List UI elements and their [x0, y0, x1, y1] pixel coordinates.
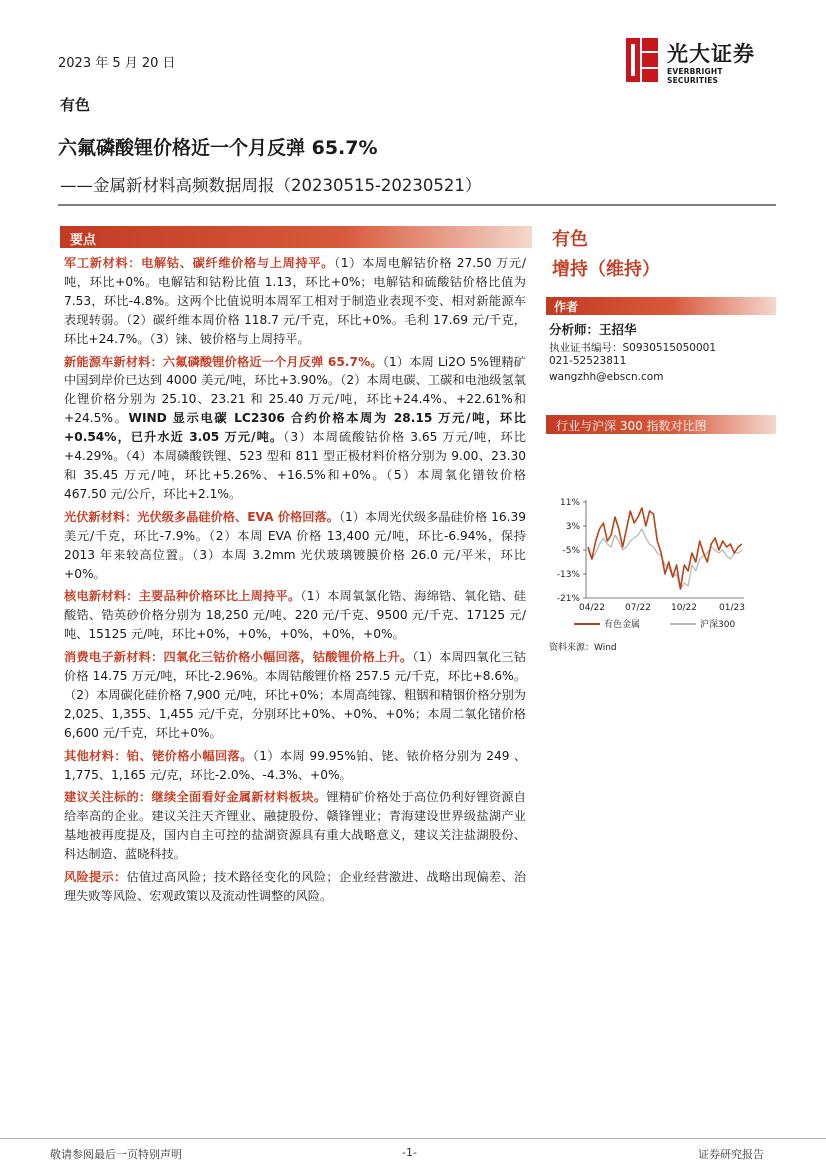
title-divider — [58, 204, 776, 206]
chart-source: 资料来源：Wind — [549, 643, 617, 653]
license-number: 执业证书编号：S0930515050001 — [549, 342, 717, 354]
key-point-military: 军工新材料：电解钴、碳纤维价格与上周持平。（1）本周电解钴价格 27.50 万元/吨，环比+0%。电解钴和钴粉比值 1.13，环比+0%；电解钴和硫酸钴价格比值为 7.53，环比-4.8%。这两个比值说明本周军工相对于制造业表现不变、相对新能源车表现转弱。（2）碳纤维本周价格 118.7 元/千克，环比+0%。毛利 17.69 元/千克，环比+24.7%。（3）铼、铍价格与上周持平。 — [64, 256, 526, 346]
logo-english-name: EVERBRIGHT SECURITIES — [667, 67, 723, 85]
phone: 021-52523811 — [549, 355, 627, 367]
key-point-risk: 风险提示：估值过高风险；技术路径变化的风险；企业经营激进、战略出现偏差、治理失败等风险、宏观政策以及流动性调整的风险。 — [64, 870, 527, 903]
key-points-label: 要点 — [70, 233, 97, 248]
report-title: 六氟磷酸锂价格近一个月反弹 65.7% — [58, 137, 378, 159]
y-tick-label: 3% — [565, 522, 580, 532]
y-tick-label: -5% — [562, 546, 580, 556]
author-header — [546, 297, 776, 315]
sidebar-industry: 有色 — [552, 229, 588, 250]
page-number: -1- — [402, 1146, 417, 1159]
everbright-logo-icon — [626, 38, 658, 82]
key-points-body — [64, 254, 526, 910]
series-line-hs300 — [588, 529, 742, 589]
author-label: 作者 — [554, 300, 579, 314]
key-point-ev: 新能源车新材料：六氟磷酸锂价格近一个月反弹 65.7%。（1）本周 Li2O 5%锂精矿中国到岸价已达到 4000 美元/吨，环比+3.90%。（2）本周电碳、工碳和电池级氢氧化锂价格分别为 25.10、23.21 和 25.40 万元/吨，环比+24.4%、+22.61%和+24.5%。WIND 显示电碳 LC2306 合约价格本周为 28.15 万元/吨，环比+0.54%，已升水近 3.05 万元/吨。（3）本周硫酸钴价格 3.65 万元/吨，环比+4.29%。（4）本周磷酸铁锂、523 型和 811 型正极材料价格分别为 9.00、23.30 和 35.45 万元/吨，环比+5.26%、+16.5%和+0%。（5）本周氧化镨钕价格 467.50 元/公斤，环比+2.1%。 — [64, 354, 526, 501]
report-date: 2023 年 5 月 20 日 — [58, 56, 176, 71]
series-line-industry — [588, 508, 742, 589]
y-tick-label: 11% — [559, 498, 580, 508]
key-points-header — [60, 226, 532, 248]
key-point-consumer-electronics: 消费电子新材料：四氧化三钴价格小幅回落，钴酸锂价格上升。（1）本周四氧化三钴价格 14.75 万元/吨，环比-2.96%。本周钴酸锂价格 257.5 元/千克，环比+8.6%。（2）本周碳化硅价格 7,900 元/吨，环比+0%；本周高纯镓、粗铟和精铟价格分别为 2,025、1,355、1,455 元/千克，分别环比+0%、+0%、+0%；本周二氧化锗价格 6,600 元/千克，环比+0%。 — [64, 650, 527, 740]
x-tick-label: 01/23 — [719, 603, 745, 613]
x-tick-label: 07/22 — [625, 603, 651, 613]
key-point-nuclear: 核电新材料：主要品种价格环比上周持平。（1）本周氧氯化锆、海绵锆、氧化锆、硅酸锆、锆英砂价格分别为 18,250 元/吨、220 元/千克、9500 元/千克、17125 元/吨、15125 元/吨，环比+0%，+0%，+0%，+0%，+0%。 — [64, 589, 527, 642]
footer-report-type: 证券研究报告 — [698, 1148, 764, 1161]
chart-header — [546, 415, 776, 434]
x-tick-label: 10/22 — [671, 603, 697, 613]
email-link[interactable]: wangzhh@ebscn.com — [549, 371, 664, 383]
index-comparison-chart — [546, 490, 776, 635]
key-point-pv: 光伏新材料：光伏级多晶硅价格、EVA 价格回落。（1）本周光伏级多晶硅价格 16.39 美元/千克，环比-7.9%。（2）本周 EVA 价格 13,400 元/吨，环比-6.94%，保持 2013 年来较高位置。（3）本周 3.2mm 光伏玻璃镀膜价格 26.0 元/平米，环比+0%。 — [64, 509, 526, 581]
footer-divider — [0, 1138, 826, 1139]
legend-label-hs300: 沪深300 — [700, 620, 736, 630]
industry-label: 有色 — [60, 96, 91, 114]
everbright-logo — [626, 38, 776, 85]
chart-title: 行业与沪深 300 指数对比图 — [556, 419, 707, 433]
analyst-name: 分析师：王招华 — [549, 322, 637, 337]
logo-chinese-name: 光大证券 — [667, 42, 755, 66]
x-tick-label: 04/22 — [579, 603, 605, 613]
report-subtitle: ——金属新材料高频数据周报（20230515-20230521） — [60, 176, 482, 195]
footer-disclaimer: 敬请参阅最后一页特别声明 — [50, 1148, 182, 1161]
y-tick-label: -21% — [556, 594, 580, 604]
y-tick-label: -13% — [556, 570, 580, 580]
legend-label-industry: 有色金属 — [604, 620, 641, 630]
key-point-other: 其他材料：铂、铑价格小幅回落。（1）本周 99.95%铂、铑、铱价格分别为 249 、1,775、1,165 元/克，环比-2.0%、-4.3%、+0%。 — [64, 748, 527, 782]
rating: 增持（维持） — [552, 259, 660, 280]
key-point-recommendation: 建议关注标的：继续全面看好金属新材料板块。锂精矿价格处于高位仍利好锂资源自给率高的企业。建议关注天齐锂业、融捷股份、赣锋锂业；青海建设世界级盐湖产业基地被再度提及，国内自主可控的盐湖资源具有重大战略意义，建议关注盐湖股份、科达制造、蓝晓科技。 — [64, 790, 526, 862]
